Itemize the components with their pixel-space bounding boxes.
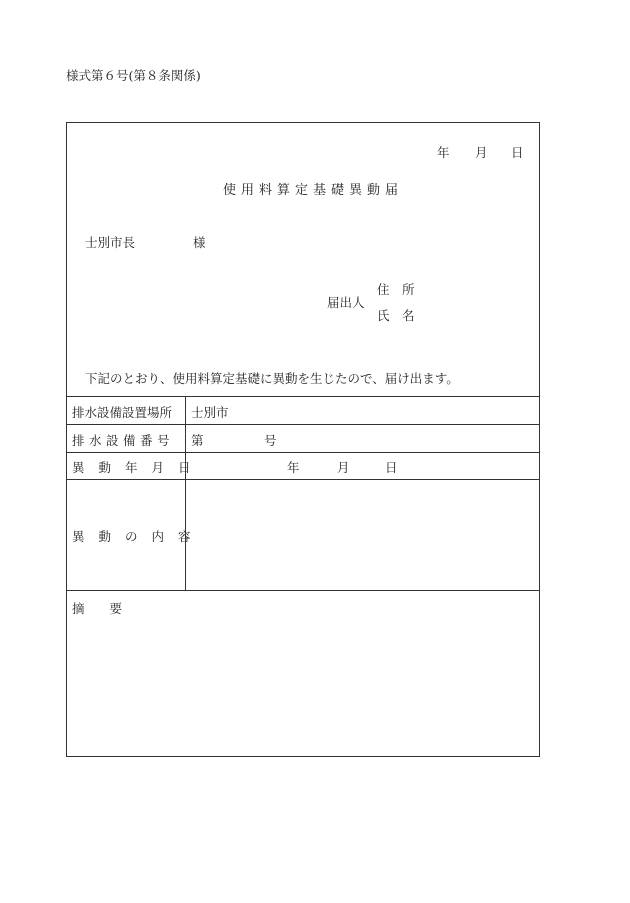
form-box [66,122,540,757]
number-prefix: 第 [191,433,204,448]
row-divider [67,424,539,425]
number-label: 排水設備番号 [72,433,175,448]
statement-text: 下記のとおり、使用料算定基礎に異動を生じたので、届け出ます。 [85,371,459,386]
date-label: 異動年月日 [72,460,205,475]
row-divider [67,590,539,591]
change-month: 月 [337,460,350,475]
date-year: 年 [437,145,450,160]
date-day: 日 [511,145,524,160]
column-divider [185,396,186,590]
row-divider [67,396,539,397]
number-suffix: 号 [264,433,277,448]
applicant-label: 届出人 [327,295,365,310]
row-divider [67,452,539,453]
form-title: 使用料算定基礎異動届 [223,183,404,198]
content-label: 異動の内容 [72,529,205,544]
change-year: 年 [287,460,300,475]
addressee-name: 士別市長 [85,235,136,250]
name-label: 氏 名 [377,308,415,323]
address-label: 住 所 [377,282,415,297]
form-id: 様式第６号(第８条関係) [66,68,201,83]
change-day: 日 [385,460,398,475]
addressee-honorific: 様 [193,235,206,250]
row-divider [67,479,539,480]
remarks-label: 摘 要 [72,601,123,616]
date-month: 月 [475,145,488,160]
location-value: 士別市 [191,405,229,420]
location-label: 排水設備設置場所 [72,405,173,420]
